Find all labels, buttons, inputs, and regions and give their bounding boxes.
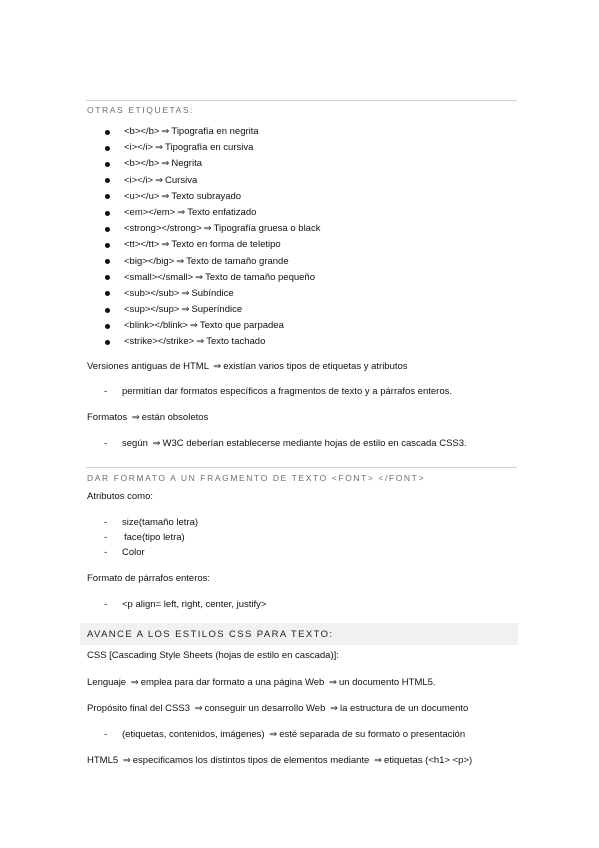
arrow-icon: ⇒ xyxy=(177,206,186,218)
tag-code: <em></em> xyxy=(124,206,176,218)
tag-code: <b></b> xyxy=(124,158,160,170)
tag-code: <blink></blink> xyxy=(124,320,188,332)
attr-item-size: size(tamaño letra) xyxy=(122,517,199,528)
bullet-dot-icon xyxy=(105,178,110,183)
tag-list-item xyxy=(105,173,320,189)
bullet-dot-icon xyxy=(105,243,110,248)
tag-code: <i></i> xyxy=(124,174,154,186)
bullet-dot-icon xyxy=(105,291,110,296)
lenguaje-line: Lenguaje ⇒ emplea para dar formato a una página Web ⇒ un documento HTML5. xyxy=(87,677,436,688)
bullet-dot-icon xyxy=(105,324,110,329)
tag-description: Texto enfatizado xyxy=(187,206,257,218)
tag-description: Negrita xyxy=(171,158,202,170)
arrow-icon: ⇒ xyxy=(122,755,131,766)
arrow-icon: ⇒ xyxy=(196,336,205,348)
arrow-icon: ⇒ xyxy=(373,755,382,766)
bullet-dot-icon xyxy=(105,211,110,216)
dash-bullet: - xyxy=(104,547,108,558)
tag-list xyxy=(105,124,320,351)
dash-bullet: - xyxy=(104,517,108,528)
tag-description: Subíndice xyxy=(191,287,234,299)
tag-list-item xyxy=(105,302,320,318)
section-heading-otras-etiquetas: OTRAS ETIQUETAS: xyxy=(87,105,195,115)
tag-code: <b></b> xyxy=(124,126,160,137)
tag-list-item xyxy=(105,334,320,350)
tag-list-item xyxy=(105,318,320,334)
arrow-icon: ⇒ xyxy=(328,677,337,688)
bullet-dot-icon xyxy=(105,130,110,135)
tag-list-item xyxy=(105,221,320,237)
tag-description: Texto en forma de teletipo xyxy=(171,239,281,251)
tag-description: Tipografía gruesa o black xyxy=(213,223,321,235)
arrow-icon: ⇒ xyxy=(155,142,164,154)
bullet-dot-icon xyxy=(105,194,110,199)
dash-bullet: - xyxy=(104,729,108,740)
atributos-label: Atributos como: xyxy=(87,491,153,502)
css-definition-line: CSS [Cascading Style Sheets (hojas de estilo en cascada)]: xyxy=(87,650,339,661)
arrow-icon: ⇒ xyxy=(130,677,139,688)
bullet-dot-icon xyxy=(105,162,110,167)
tag-description: Cursiva xyxy=(165,174,198,186)
divider xyxy=(86,467,517,468)
arrow-icon: ⇒ xyxy=(203,223,212,235)
attr-item-color: Color xyxy=(122,547,145,558)
tag-code: <sub></sub> xyxy=(124,287,180,299)
tag-code: <big></big> xyxy=(124,255,175,267)
tag-description: Tipografía en cursiva xyxy=(165,142,254,154)
bullet-dot-icon xyxy=(105,275,110,280)
tag-description: Texto de tamaño grande xyxy=(186,255,289,267)
paragraph-align-item: <p align= left, right, center, justify> xyxy=(122,599,267,610)
arrow-icon: ⇒ xyxy=(152,438,161,449)
tag-code: <strong></strong> xyxy=(124,223,202,235)
section-heading-dar-formato: DAR FORMATO A UN FRAGMENTO DE TEXTO <FONT> </FONT> xyxy=(87,473,426,483)
html5-line: HTML5 ⇒ especificamos los distintos tipos de elementos mediante ⇒ etiquetas (<h1> <p>) xyxy=(87,755,473,766)
tag-list-item xyxy=(105,140,320,156)
tag-description: Tipografía en negrita xyxy=(171,126,259,137)
tag-description: Texto que parpadea xyxy=(199,320,284,332)
proposito-sub-item: (etiquetas, contenidos, imágenes) ⇒ esté separada de su formato o presentación xyxy=(122,729,466,740)
bullet-dot-icon xyxy=(105,227,110,232)
arrow-icon: ⇒ xyxy=(155,174,164,186)
tag-description: Texto de tamaño pequeño xyxy=(205,271,316,283)
arrow-icon: ⇒ xyxy=(213,361,222,372)
arrow-icon: ⇒ xyxy=(161,190,170,202)
divider xyxy=(86,100,517,101)
arrow-icon: ⇒ xyxy=(269,729,278,740)
tag-list-item xyxy=(105,124,320,140)
tag-description: Texto subrayado xyxy=(171,190,242,202)
arrow-icon: ⇒ xyxy=(181,304,190,316)
arrow-icon: ⇒ xyxy=(195,271,204,283)
bullet-dot-icon xyxy=(105,340,110,345)
tag-code: <tt></tt> xyxy=(124,239,160,251)
tag-code: <i></i> xyxy=(124,142,154,154)
tag-list-item xyxy=(105,189,320,205)
arrow-icon: ⇒ xyxy=(176,255,185,267)
attr-item-face: face(tipo letra) xyxy=(124,532,185,543)
dash-bullet: - xyxy=(104,438,108,449)
tag-list-item xyxy=(105,156,320,172)
tag-list-item xyxy=(105,270,320,286)
tag-code: <strike></strike> xyxy=(124,336,195,348)
proposito-line: Propósito final del CSS3 ⇒ conseguir un desarrollo Web ⇒ la estructura de un documento xyxy=(87,703,469,714)
tag-description: Superíndice xyxy=(191,304,243,316)
tag-code: <u></u> xyxy=(124,190,160,202)
bullet-dot-icon xyxy=(105,308,110,313)
arrow-icon: ⇒ xyxy=(131,412,140,423)
dash-bullet: - xyxy=(104,599,108,610)
tag-code: <sup></sup> xyxy=(124,304,180,316)
arrow-icon: ⇒ xyxy=(161,239,170,251)
arrow-icon: ⇒ xyxy=(194,703,203,714)
bullet-dot-icon xyxy=(105,259,110,264)
bullet-dot-icon xyxy=(105,146,110,151)
arrow-icon: ⇒ xyxy=(330,703,338,714)
tag-list-item xyxy=(105,205,320,221)
versions-line: Versiones antiguas de HTML ⇒ existían varios tipos de etiquetas y atributos xyxy=(87,361,408,372)
arrow-icon: ⇒ xyxy=(189,320,198,332)
tag-code: <small></small> xyxy=(124,271,194,283)
formatos-sub-item: según ⇒ W3C deberían establecerse mediante hojas de estilo en cascada CSS3. xyxy=(122,438,467,449)
tag-list-item xyxy=(105,254,320,270)
tag-description: Texto tachado xyxy=(206,336,266,348)
formatos-line: Formatos ⇒ están obsoletos xyxy=(87,412,209,423)
section-heading-avance-css: AVANCE A LOS ESTILOS CSS PARA TEXTO: xyxy=(87,629,334,640)
versions-sub-item: permitían dar formatos específicos a fragmentos de texto y a párrafos enteros. xyxy=(122,386,453,397)
formato-parrafos-label: Formato de párrafos enteros: xyxy=(87,573,211,584)
arrow-icon: ⇒ xyxy=(181,287,190,299)
arrow-icon: ⇒ xyxy=(161,158,170,170)
tag-list-item xyxy=(105,286,320,302)
dash-bullet: - xyxy=(104,532,108,543)
arrow-icon: ⇒ xyxy=(161,126,170,137)
tag-list-item xyxy=(105,237,320,253)
dash-bullet: - xyxy=(104,386,108,397)
